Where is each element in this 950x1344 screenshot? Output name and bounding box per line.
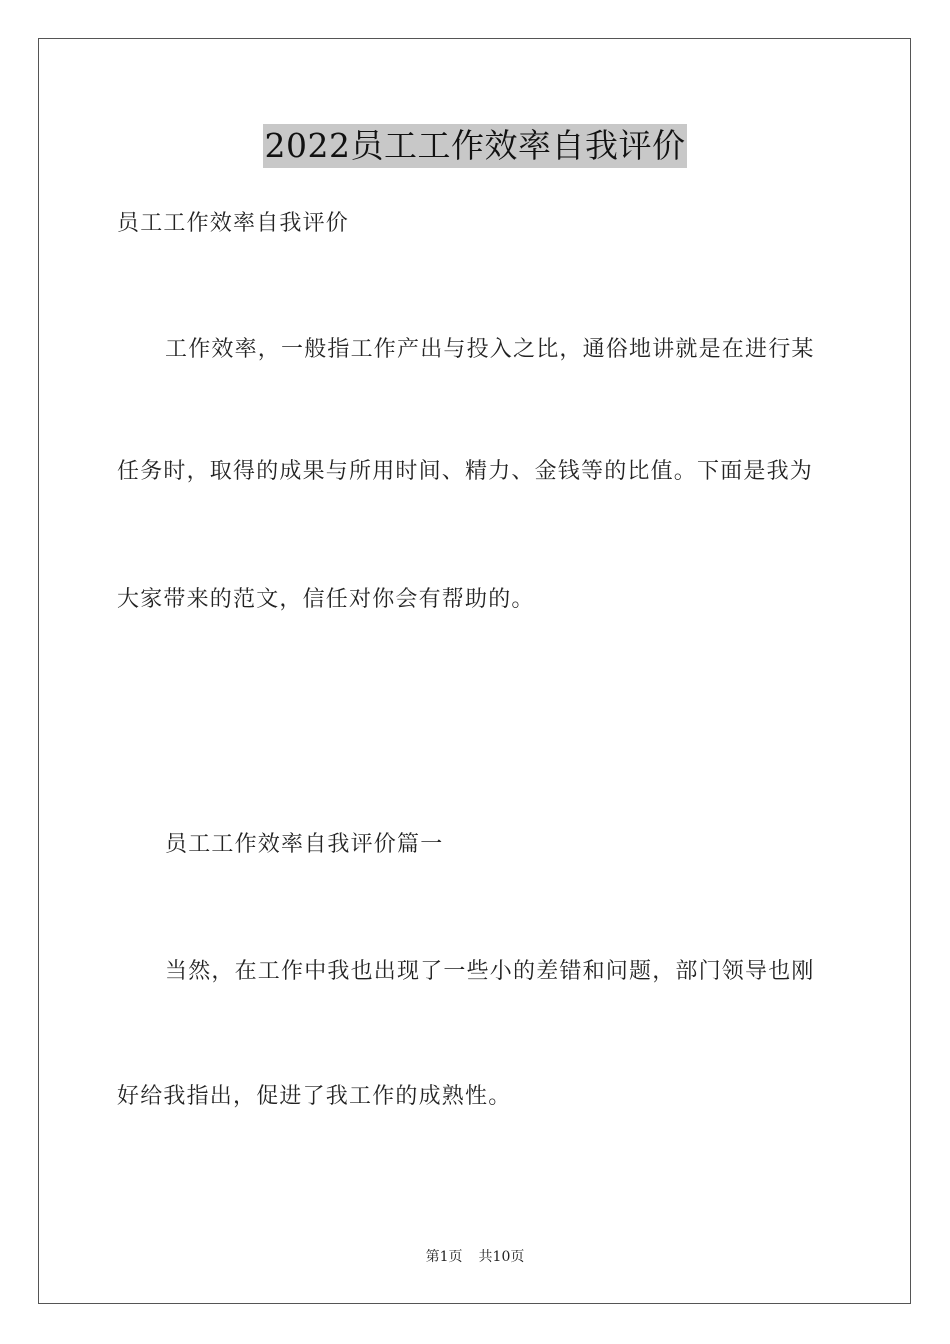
paragraph-line: 好给我指出，促进了我工作的成熟性。	[117, 1084, 512, 1109]
section-heading: 员工工作效率自我评价篇一	[165, 832, 444, 857]
page-footer	[0, 1248, 950, 1266]
paragraph-line: 工作效率，一般指工作产出与投入之比，通俗地讲就是在进行某	[165, 337, 815, 362]
paragraph-line: 大家带来的范文，信任对你会有帮助的。	[117, 587, 535, 612]
paragraph-line: 当然，在工作中我也出现了一些小的差错和问题，部门领导也刚	[165, 959, 815, 984]
paragraph-line: 任务时，取得的成果与所用时间、精力、金钱等的比值。下面是我为	[117, 459, 814, 484]
document-title: 2022员工工作效率自我评价	[263, 124, 688, 168]
document-subtitle: 员工工作效率自我评价	[117, 211, 350, 236]
page-total: 共10页	[478, 1249, 525, 1265]
title-container	[0, 124, 950, 168]
page-number: 第1页	[425, 1249, 463, 1265]
